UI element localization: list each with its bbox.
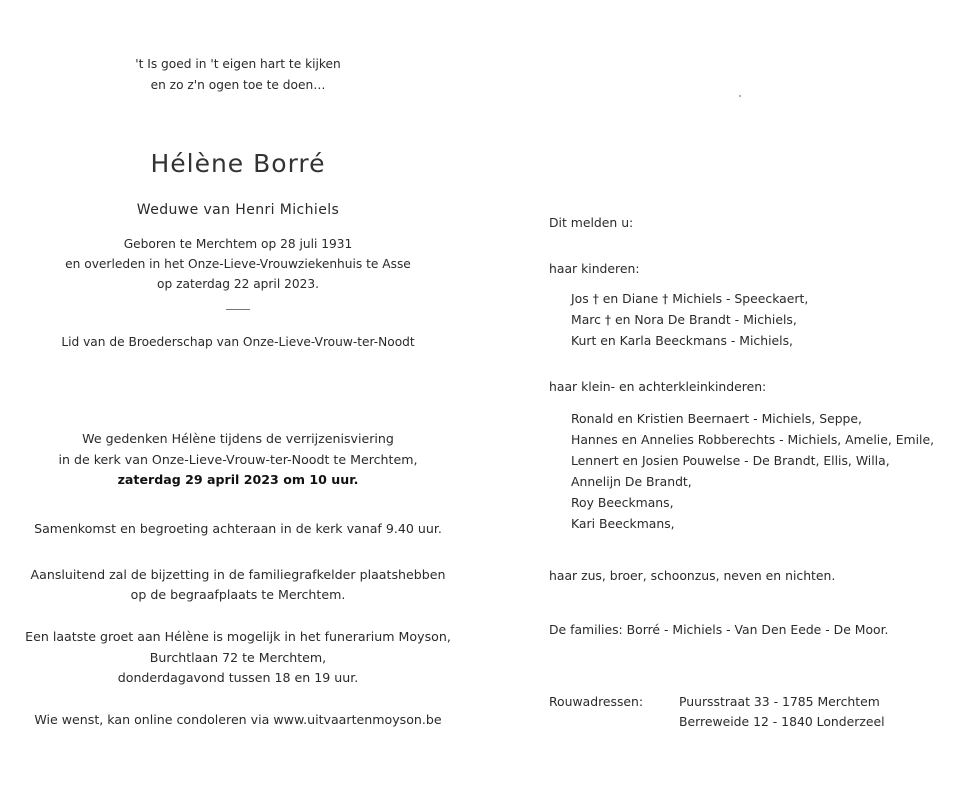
address-line: Puursstraat 33 - 1785 Merchtem — [679, 694, 880, 709]
grandchild-entry: Kari Beeckmans, — [571, 516, 675, 531]
farewell-line-3: donderdagavond tussen 18 en 19 uur. — [117, 670, 359, 685]
gathering-line: Samenkomst en begroeting achteraan in de kerk vanaf 9.40 uur. — [34, 521, 442, 536]
grandchild-entry: Annelijn De Brandt, — [571, 474, 692, 489]
grandchild-entry: Ronald en Kristien Beernaert - Michiels, Seppe, — [571, 411, 862, 426]
relatives-line: haar zus, broer, schoonzus, neven en nichten. — [549, 568, 836, 583]
service-line-1: We gedenken Hélène tijdens de verrijzenisviering — [82, 431, 394, 446]
widow-line: Weduwe van Henri Michiels — [136, 202, 340, 218]
birth-line-1: Geboren te Merchtem op 28 juli 1931 — [123, 237, 353, 251]
children-label: haar kinderen: — [549, 261, 640, 276]
address-line: Berreweide 12 - 1840 Londerzeel — [679, 714, 885, 729]
membership-line: Lid van de Broederschap van Onze-Lieve-Vrouw-ter-Noodt — [61, 335, 415, 349]
addresses-label: Rouwadressen: — [549, 694, 644, 709]
grandchild-entry: Roy Beeckmans, — [571, 495, 674, 510]
families-line: De families: Borré - Michiels - Van Den Eede - De Moor. — [549, 622, 889, 637]
grandchild-entry: Lennert en Josien Pouwelse - De Brandt, Ellis, Willa, — [571, 453, 890, 468]
farewell-line-2: Burchtlaan 72 te Merchtem, — [149, 650, 327, 665]
motto-line-2: en zo z'n ogen toe te doen… — [150, 78, 326, 92]
birth-line-3: op zaterdag 22 april 2023. — [157, 277, 319, 291]
intro-line: Dit melden u: — [549, 215, 634, 230]
burial-line-2: op de begraafplaats te Merchtem. — [130, 587, 346, 602]
child-entry: Jos † en Diane † Michiels - Speeckaert, — [571, 291, 809, 306]
grandchildren-label: haar klein- en achterkleinkinderen: — [549, 379, 767, 394]
service-date: zaterdag 29 april 2023 om 10 uur. — [117, 472, 359, 487]
deceased-name: Hélène Borré — [150, 149, 326, 178]
online-condolence-line: Wie wenst, kan online condoleren via www.uitvaartenmoyson.be — [34, 712, 442, 727]
service-line-2: in de kerk van Onze-Lieve-Vrouw-ter-Noodt te Merchtem, — [58, 452, 418, 467]
farewell-line-1: Een laatste groet aan Hélène is mogelijk in het funerarium Moyson, — [25, 629, 451, 644]
birth-line-2: en overleden in het Onze-Lieve-Vrouwziekenhuis te Asse — [65, 257, 411, 271]
burial-line-1: Aansluitend zal de bijzetting in de familiegrafkelder plaatshebben — [30, 567, 446, 582]
child-entry: Marc † en Nora De Brandt - Michiels, — [571, 312, 797, 327]
grandchild-entry: Hannes en Annelies Robberechts - Michiels, Amelie, Emile, — [571, 432, 935, 447]
motto-line-1: 't Is goed in 't eigen hart te kijken — [135, 57, 341, 71]
child-entry: Kurt en Karla Beeckmans - Michiels, — [571, 333, 793, 348]
